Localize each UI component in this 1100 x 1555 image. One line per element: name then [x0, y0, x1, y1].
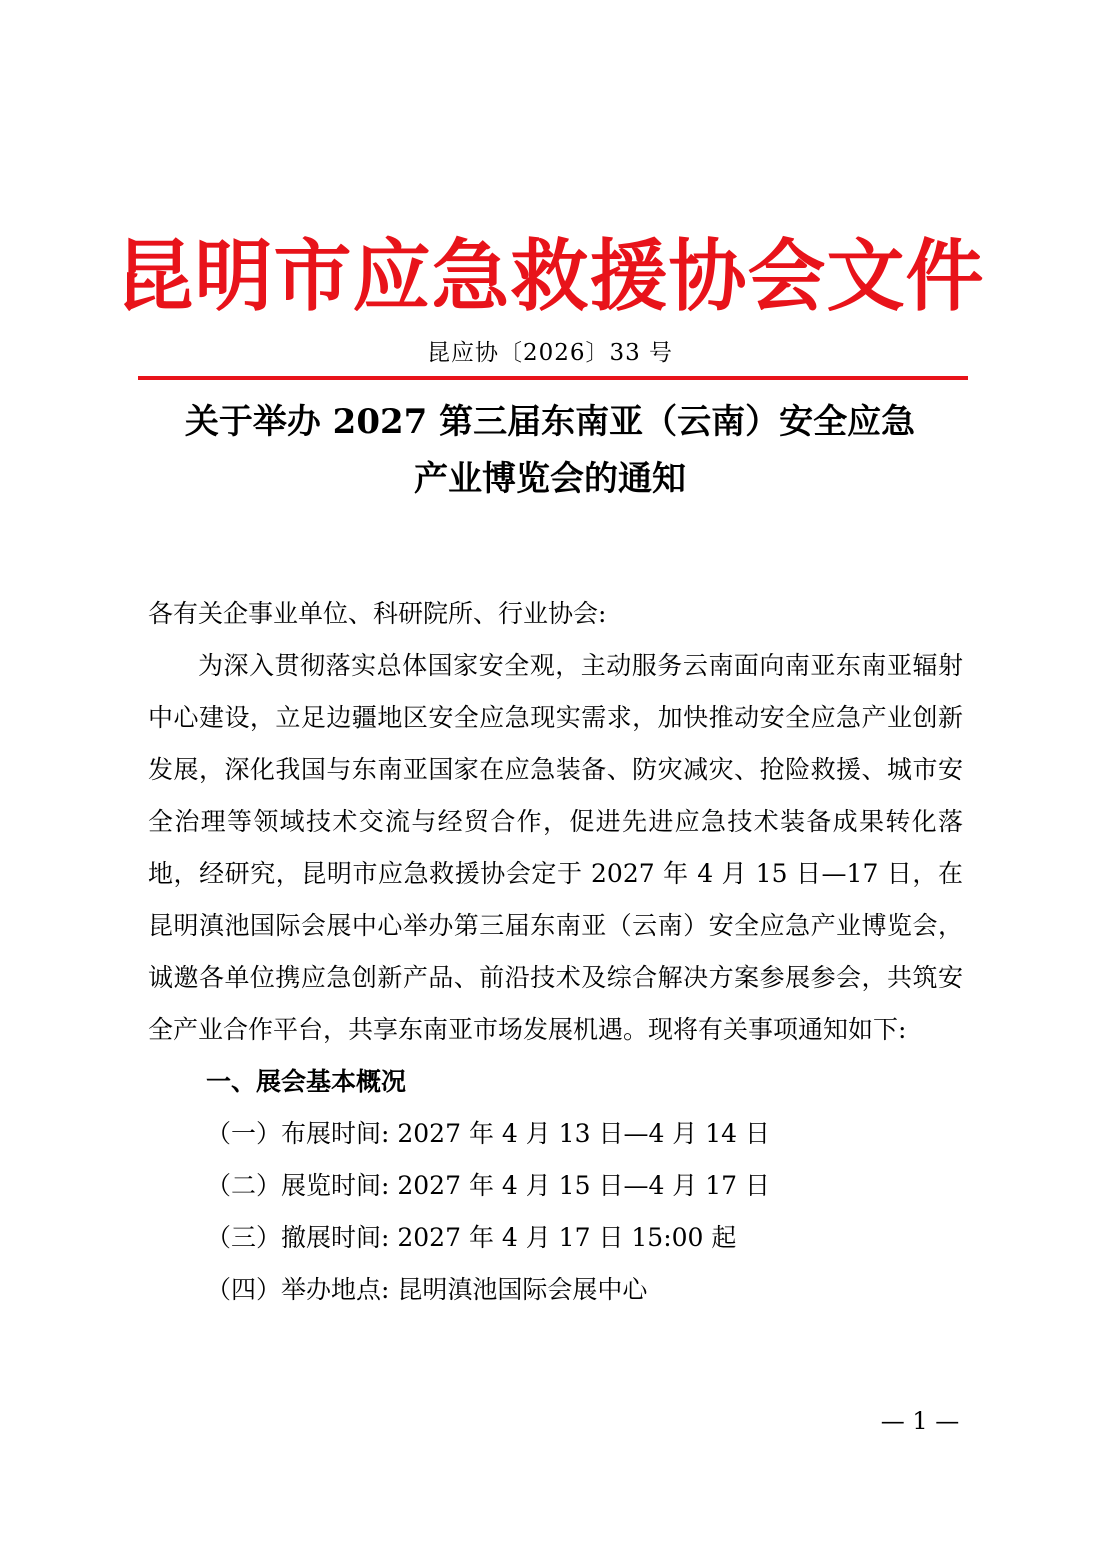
- detail-exhibition-time: （二）展览时间: 2027 年 4 月 15 日—4 月 17 日: [206, 1171, 771, 1200]
- masthead: 昆明市应急救援协会文件: [115, 232, 985, 322]
- salutation: 各有关企事业单位、科研院所、行业协会:: [148, 599, 607, 628]
- detail-venue: （四）举办地点: 昆明滇池国际会展中心: [206, 1275, 648, 1304]
- detail-teardown-time: （三）撤展时间: 2027 年 4 月 17 日 15:00 起: [206, 1223, 737, 1252]
- body-paragraph: 为深入贯彻落实总体国家安全观，主动服务云南面向南亚东南亚辐射中心建设，立足边疆地区安全应急现实需求，加快推动安全应急产业创新发展，深化我国与东南亚国家在应急装备、防灾减灾、抢险救援、城市安全治理等领域技术交流与经贸合作，促进先进应急技术装备成果转化落地，经研究，昆明市应急救援协会定于 2027 年 4 月 15 日—17 日，在昆明滇池国际会展中心举办第三届东南亚（云南）安全应急产业博览会，诚邀各单位携应急创新产品、前沿技术及综合解决方案参展参会，共筑安全产业合作平台，共享东南亚市场发展机遇。现将有关事项通知如下:: [148, 651, 963, 1044]
- section-heading: 一、展会基本概况: [206, 1067, 407, 1096]
- title-line-2: 产业博览会的通知: [414, 459, 686, 499]
- title-line-1: 关于举办 2027 第三届东南亚（云南）安全应急: [184, 402, 916, 442]
- detail-setup-time: （一）布展时间: 2027 年 4 月 13 日—4 月 14 日: [206, 1119, 771, 1148]
- notice-body: [148, 588, 963, 1316]
- page-number: — 1 —: [880, 1407, 960, 1435]
- document-number: 昆应协〔2026〕33 号: [426, 340, 674, 366]
- red-divider-rule: [138, 376, 968, 380]
- notice-title: [120, 394, 980, 508]
